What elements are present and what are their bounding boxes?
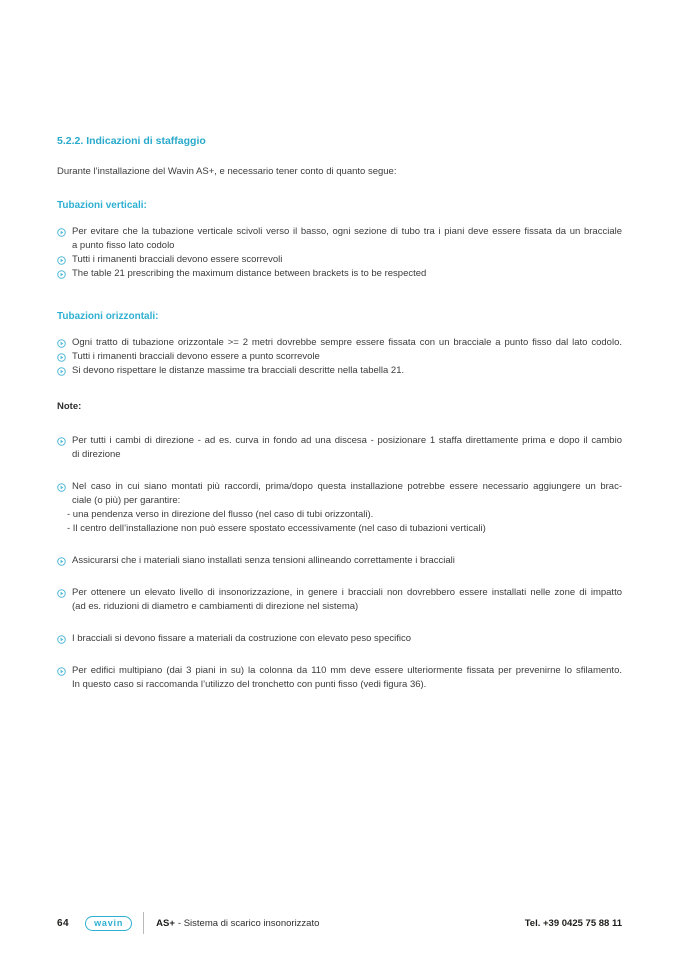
- list-item: [57, 480, 622, 536]
- bullet-line: di direzione: [72, 449, 121, 460]
- circle-arrow-bullet-icon: [57, 350, 72, 362]
- bullet-text: [72, 364, 622, 378]
- list-item: [57, 267, 622, 281]
- list-item: [57, 350, 622, 364]
- wavin-logo: [85, 916, 132, 931]
- bullet-line: In questo caso si raccomanda l’utilizzo del tronchetto con punti fisso (vedi figura 36).: [72, 679, 427, 690]
- section-heading: 5.2.2. Indicazioni di staffaggio: [57, 135, 206, 147]
- list-item: [57, 664, 622, 692]
- bullet-text: [72, 336, 622, 350]
- bullet-text: [72, 350, 622, 364]
- circle-arrow-bullet-icon: [57, 253, 72, 265]
- bullet-subline: - Il centro dell’installazione non può essere spostato eccessivamente (nel caso di tubazioni verticali): [67, 523, 486, 534]
- bullet-line: Per ottenere un elevato livello di insonorizzazione, in genere i bracciali non dovrebbero essere installati nelle zone di impatto: [72, 587, 622, 598]
- product-subtitle: - Sistema di scarico insonorizzato: [177, 917, 320, 929]
- subheading-tubazioni-orizzontali: Tubazioni orizzontali:: [57, 311, 159, 322]
- vertical-pipes-list: [57, 225, 622, 281]
- bullet-text: [72, 586, 622, 614]
- bullet-text: [72, 664, 622, 692]
- circle-arrow-bullet-icon: [57, 434, 72, 446]
- bullet-text: [72, 267, 622, 281]
- circle-arrow-bullet-icon: [57, 554, 72, 566]
- bullet-line: Per evitare che la tubazione verticale scivoli verso il basso, ogni sezione di tubo tra i piani deve essere fissata da un bracciale: [72, 226, 622, 237]
- circle-arrow-bullet-icon: [57, 632, 72, 644]
- bullet-line: Ogni tratto di tubazione orizzontale >= 2 metri dovrebbe sempre essere fissata con un bracciale a punto fisso dal lato codolo.: [72, 337, 622, 348]
- circle-arrow-bullet-icon: [57, 364, 72, 376]
- page-footer: [57, 911, 622, 935]
- circle-arrow-bullet-icon: [57, 336, 72, 348]
- notes-heading: Note:: [57, 401, 82, 412]
- circle-arrow-bullet-icon: [57, 664, 72, 676]
- document-title: [156, 918, 319, 929]
- list-item: [57, 364, 622, 378]
- page-content: [57, 0, 622, 692]
- bullet-text: [72, 225, 622, 253]
- circle-arrow-bullet-icon: [57, 267, 72, 279]
- bullet-line: Si devono rispettare le distanze massime tra bracciali descritte nella tabella 21.: [72, 365, 405, 376]
- bullet-line: I bracciali si devono fissare a materiali da costruzione con elevato peso specifico: [72, 633, 412, 644]
- list-item: [57, 253, 622, 267]
- list-item: [57, 434, 622, 462]
- bullet-line: Per tutti i cambi di direzione - ad es. curva in fondo ad una discesa - posizionare 1 staffa direttamente prima e dopo il cambio: [72, 435, 622, 446]
- list-item: [57, 225, 622, 253]
- circle-arrow-bullet-icon: [57, 225, 72, 237]
- bullet-line: Tutti i rimanenti bracciali devono essere a punto scorrevole: [72, 351, 320, 362]
- intro-paragraph: Durante l’installazione del Wavin AS+, e necessario tener conto di quanto segue:: [57, 166, 397, 177]
- bullet-text: [72, 554, 622, 568]
- phone-number: Tel. +39 0425 75 88 11: [524, 917, 622, 929]
- bullet-subline: - una pendenza verso in direzione del flusso (nel caso di tubi orizzontali).: [67, 509, 374, 520]
- bullet-text: [72, 434, 622, 462]
- list-item: [57, 632, 622, 646]
- bullet-line: ciale (o più) per garantire:: [72, 495, 181, 506]
- horizontal-pipes-list: [57, 336, 622, 378]
- bullet-line: Per edifici multipiano (dai 3 piani in su) la colonna da 110 mm deve essere ulteriormente fissata per prevenirne lo sfilamento.: [72, 665, 622, 676]
- bullet-line: Nel caso in cui siano montati più raccordi, prima/dopo questa installazione potrebbe essere necessario aggiungere un brac-: [72, 481, 622, 492]
- circle-arrow-bullet-icon: [57, 480, 72, 492]
- bullet-line: a punto fisso lato codolo: [72, 240, 175, 251]
- subheading-tubazioni-verticali: Tubazioni verticali:: [57, 200, 147, 211]
- page-number: 64: [57, 917, 70, 929]
- list-item: [57, 554, 622, 568]
- circle-arrow-bullet-icon: [57, 586, 72, 598]
- footer-divider: [143, 912, 144, 934]
- list-item: [57, 336, 622, 350]
- bullet-text: [67, 480, 622, 536]
- bullet-text: [72, 253, 622, 267]
- bullet-line: (ad es. riduzioni di diametro e cambiamenti di direzione nel sistema): [72, 601, 359, 612]
- product-name: AS+: [156, 917, 175, 929]
- bullet-text: [72, 632, 622, 646]
- bullet-line: Tutti i rimanenti bracciali devono essere scorrevoli: [72, 254, 283, 265]
- list-item: [57, 586, 622, 614]
- bullet-line: The table 21 prescribing the maximum distance between brackets is to be respected: [72, 268, 427, 279]
- wavin-logo-text: wavin: [94, 917, 124, 928]
- bullet-line: Assicurarsi che i materiali siano installati senza tensioni allineando correttamente i bracciali: [72, 555, 455, 566]
